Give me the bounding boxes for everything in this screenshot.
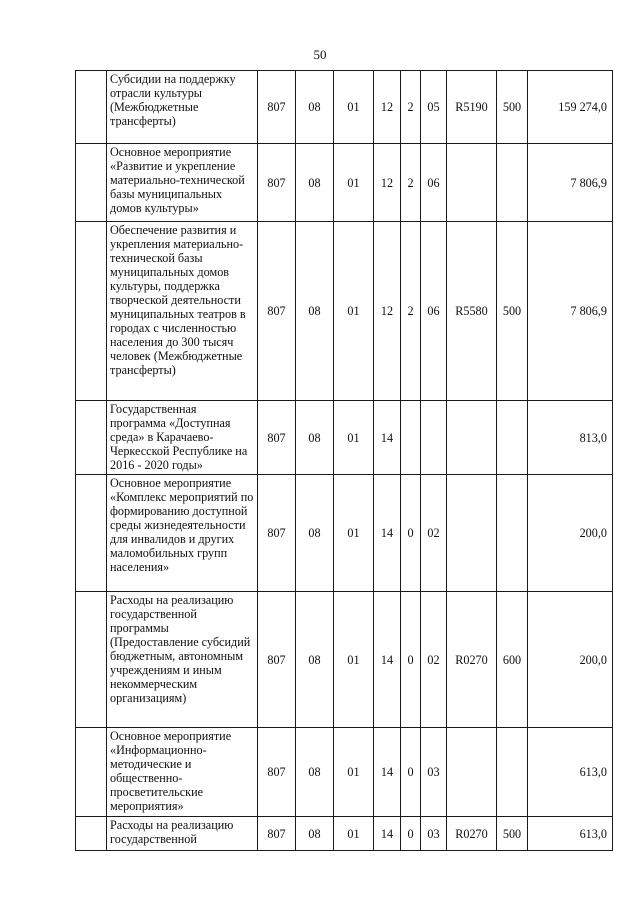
- row-admin-code-cell: 807: [258, 71, 296, 144]
- row-expense-type-cell: 500: [497, 71, 528, 144]
- row-index-cell: [76, 728, 107, 817]
- row-subsection-code-cell: 01: [334, 475, 374, 592]
- row-section-code-cell: 08: [296, 592, 334, 728]
- row-program-code-cell: 14: [374, 475, 401, 592]
- row-subsection-code-cell: 01: [334, 71, 374, 144]
- row-direction-code-cell: [447, 401, 497, 475]
- row-name-cell: Основное мероприятие «Комплекс мероприятий по формированию доступной среды жизнедеятельности для инвалидов и других маломобильных групп населения»: [107, 475, 258, 592]
- row-admin-code-cell: 807: [258, 817, 296, 851]
- row-index-cell: [76, 592, 107, 728]
- row-expense-type-cell: 500: [497, 222, 528, 401]
- row-direction-code-cell: [447, 475, 497, 592]
- row-name-cell: Основное мероприятие «Информационно-методические и общественно-просветительские мероприятия»: [107, 728, 258, 817]
- row-subsection-code-cell: 01: [334, 401, 374, 475]
- row-expense-type-cell: [497, 728, 528, 817]
- row-activity-code-cell: 05: [421, 71, 447, 144]
- row-subsection-code-cell: 01: [334, 728, 374, 817]
- budget-table: [75, 70, 613, 851]
- row-activity-code-cell: [421, 401, 447, 475]
- row-direction-code-cell: R0270: [447, 592, 497, 728]
- table-row: [76, 592, 613, 728]
- table-row: [76, 222, 613, 401]
- row-direction-code-cell: [447, 144, 497, 222]
- row-name-cell: Основное мероприятие «Развитие и укрепление материально-технической базы муниципальных домов культуры»: [107, 144, 258, 222]
- row-section-code-cell: 08: [296, 71, 334, 144]
- table-row: [76, 144, 613, 222]
- row-name-cell: Расходы на реализацию государственной программы (Предоставление субсидий бюджетным, автономным учреждениям и иным некоммерческим организациям): [107, 592, 258, 728]
- row-expense-type-cell: [497, 475, 528, 592]
- row-subprogram-code-cell: 2: [401, 144, 421, 222]
- row-program-code-cell: 14: [374, 817, 401, 851]
- table-row: [76, 817, 613, 851]
- row-program-code-cell: 12: [374, 222, 401, 401]
- row-subprogram-code-cell: 0: [401, 475, 421, 592]
- row-direction-code-cell: [447, 728, 497, 817]
- row-expense-type-cell: 600: [497, 592, 528, 728]
- row-name-cell: Субсидии на поддержку отрасли культуры (Межбюджетные трансферты): [107, 71, 258, 144]
- row-activity-code-cell: 06: [421, 144, 447, 222]
- row-subprogram-code-cell: 2: [401, 222, 421, 401]
- row-direction-code-cell: R0270: [447, 817, 497, 851]
- row-expense-type-cell: [497, 144, 528, 222]
- row-section-code-cell: 08: [296, 728, 334, 817]
- row-name-cell: Расходы на реализацию государственной: [107, 817, 258, 851]
- row-activity-code-cell: 03: [421, 817, 447, 851]
- table-row: [76, 728, 613, 817]
- row-index-cell: [76, 817, 107, 851]
- row-activity-code-cell: 06: [421, 222, 447, 401]
- row-amount-cell: 613,0: [528, 728, 613, 817]
- row-admin-code-cell: 807: [258, 475, 296, 592]
- row-admin-code-cell: 807: [258, 222, 296, 401]
- row-subsection-code-cell: 01: [334, 222, 374, 401]
- row-admin-code-cell: 807: [258, 144, 296, 222]
- row-amount-cell: 200,0: [528, 475, 613, 592]
- row-program-code-cell: 12: [374, 71, 401, 144]
- row-direction-code-cell: R5580: [447, 222, 497, 401]
- row-expense-type-cell: [497, 401, 528, 475]
- row-section-code-cell: 08: [296, 475, 334, 592]
- row-activity-code-cell: 03: [421, 728, 447, 817]
- row-amount-cell: 200,0: [528, 592, 613, 728]
- row-program-code-cell: 14: [374, 401, 401, 475]
- row-section-code-cell: 08: [296, 144, 334, 222]
- row-amount-cell: 813,0: [528, 401, 613, 475]
- row-amount-cell: 159 274,0: [528, 71, 613, 144]
- row-activity-code-cell: 02: [421, 592, 447, 728]
- row-name-cell: Обеспечение развития и укрепления материально-технической базы муниципальных домов культуры, поддержка творческой деятельности муниципальных театров в городах с численностью населения до 300 тысяч человек (Межбюджетные трансферты): [107, 222, 258, 401]
- row-index-cell: [76, 401, 107, 475]
- row-direction-code-cell: R5190: [447, 71, 497, 144]
- row-index-cell: [76, 222, 107, 401]
- row-section-code-cell: 08: [296, 401, 334, 475]
- row-name-cell: Государственная программа «Доступная среда» в Карачаево-Черкесской Республике на 2016 - 2020 годы»: [107, 401, 258, 475]
- row-program-code-cell: 14: [374, 592, 401, 728]
- row-admin-code-cell: 807: [258, 728, 296, 817]
- row-subprogram-code-cell: 2: [401, 71, 421, 144]
- row-subprogram-code-cell: 0: [401, 592, 421, 728]
- row-program-code-cell: 14: [374, 728, 401, 817]
- row-admin-code-cell: 807: [258, 592, 296, 728]
- table-row: [76, 401, 613, 475]
- row-subprogram-code-cell: [401, 401, 421, 475]
- table-row: [76, 71, 613, 144]
- row-program-code-cell: 12: [374, 144, 401, 222]
- row-index-cell: [76, 144, 107, 222]
- page-number: 50: [313, 47, 327, 62]
- row-section-code-cell: 08: [296, 222, 334, 401]
- row-amount-cell: 7 806,9: [528, 222, 613, 401]
- budget-table-body: [76, 71, 613, 851]
- row-subprogram-code-cell: 0: [401, 817, 421, 851]
- row-amount-cell: 7 806,9: [528, 144, 613, 222]
- row-admin-code-cell: 807: [258, 401, 296, 475]
- row-expense-type-cell: 500: [497, 817, 528, 851]
- row-subprogram-code-cell: 0: [401, 728, 421, 817]
- row-index-cell: [76, 71, 107, 144]
- row-subsection-code-cell: 01: [334, 592, 374, 728]
- row-amount-cell: 613,0: [528, 817, 613, 851]
- row-activity-code-cell: 02: [421, 475, 447, 592]
- row-subsection-code-cell: 01: [334, 817, 374, 851]
- row-section-code-cell: 08: [296, 817, 334, 851]
- row-subsection-code-cell: 01: [334, 144, 374, 222]
- table-row: [76, 475, 613, 592]
- row-index-cell: [76, 475, 107, 592]
